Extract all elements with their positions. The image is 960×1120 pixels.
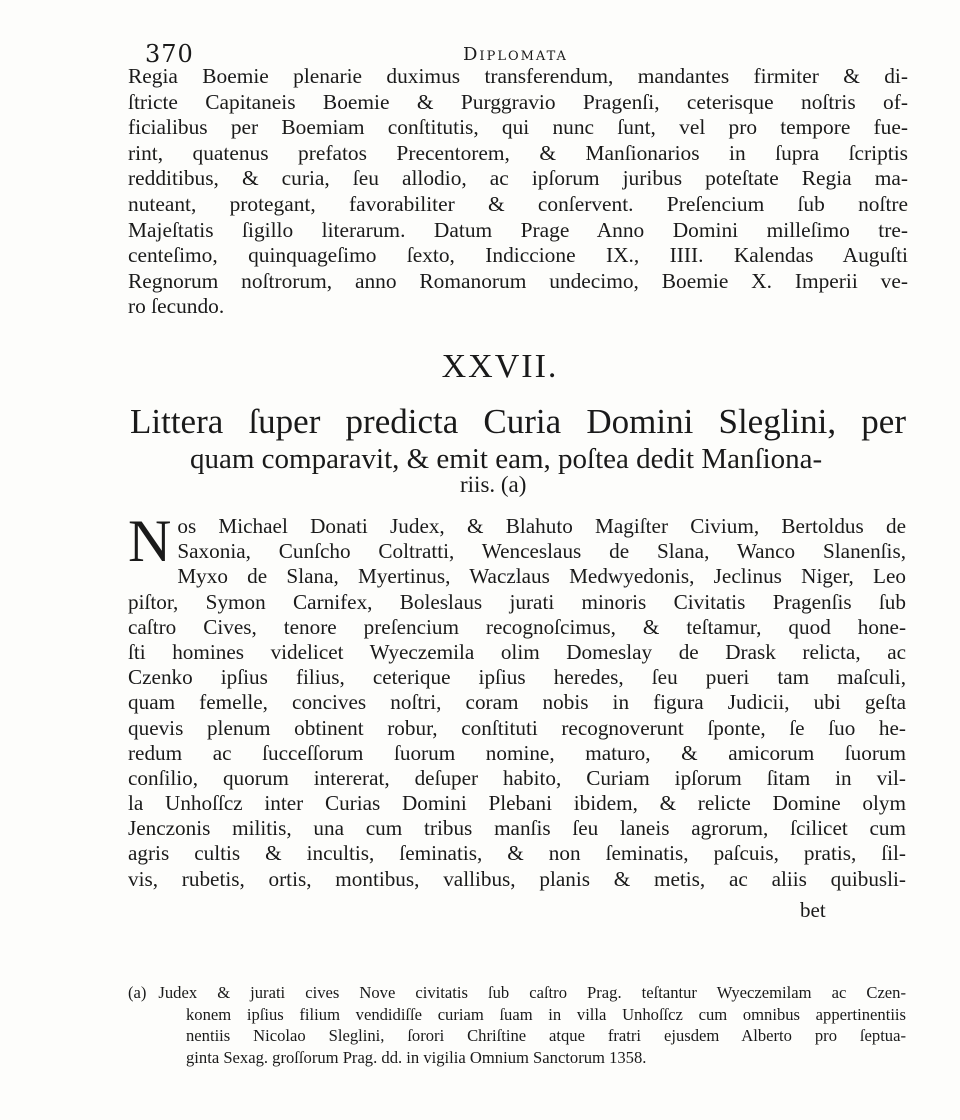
text-line: centeſimo, quinquageſimo ſexto, Indiccione IX., IIII. Kalendas Auguſti [128,243,908,268]
text-line: os Michael Donati Judex, & Blahuto Magiſter Civium, Bertoldus de [177,514,906,538]
text-line: ficialibus per Boemiam conſtitutis, qui nunc ſunt, vel pro tempore fue- [128,115,908,140]
footnote-mark: (a) [128,983,147,1002]
text-line: la Unhoſſcz inter Curias Domini Plebani ibidem, & relicte Domine olym [128,791,906,816]
page-number: 370 [145,40,194,68]
text-line: redum ac ſucceſſorum ſuorum nomine, maturo, & amicorum ſuorum [128,740,906,765]
footnote-line-text: Judex & jurati cives Nove civitatis ſub caſtro Prag. teſtantur Wyeczemilam ac Czen- [158,983,906,1002]
text-line: ro ſecundo. [128,294,225,319]
text-line: Myxo de Slana, Myertinus, Waczlaus Medwyedonis, Jeclinus Niger, Leo [177,564,906,589]
text-line: agris cultis & incultis, ſeminatis, & non ſeminatis, paſcuis, pratis, ſil- [128,841,906,866]
catchword: bet [800,898,826,922]
text-line: Czenko ipſius filius, ceterique ipſius heredes, ſeu pueri tam maſculi, [128,665,906,690]
preceding-document-text [128,64,908,320]
title-line: riis. (a) [460,472,527,497]
title-line: Littera ſuper predicta Curia Domini Sleglini, per [130,402,906,441]
footnote-line: konem ipſius filium vendidiſſe curiam ſuam in villa Unhoſſcz cum omnibus appertinentiis [186,1004,906,1024]
text-line: Jenczonis militis, una cum tribus manſis ſeu laneis agrorum, ſcilicet cum [128,816,906,841]
charter-text [128,508,906,892]
running-head: Diplomata [463,44,568,65]
text-line: quevis plenum obtinent robur, conſtituti recognoverunt ſponte, ſe ſuo he- [128,715,906,740]
text-line: ſtricte Capitaneis Boemie & Purggravio Pragenſi, ceterisque noſtris of- [128,89,908,114]
text-line: Majeſtatis ſigillo literarum. Datum Prage Anno Domini milleſimo tre- [128,217,908,242]
text-line: nuteant, protegant, favorabiliter & conſervent. Preſencium ſub noſtre [128,191,908,216]
footnote-line: ginta Sexag. groſſorum Prag. dd. in vigilia Omnium Sanctorum 1358. [186,1047,647,1067]
text-line: rint, quatenus prefatos Precentorem, & Manſionarios in ſupra ſcriptis [128,140,908,165]
text-line: Regia Boemie plenarie duximus transferendum, mandantes firmiter & di- [128,64,908,88]
text-line: vis, rubetis, ortis, montibus, vallibus, planis & metis, ac aliis quibusli- [128,866,906,891]
text-line: ſti homines videlicet Wyeczemila olim Domeslay de Drask relicta, ac [128,639,906,664]
footnote [128,982,906,1068]
text-line: quam femelle, concives noſtri, coram nobis in figura Judicii, ubi geſta [128,690,906,715]
title-line: quam comparavit, & emit eam, poſtea dedit Manſiona- [190,443,823,475]
text-line: conſilio, quorum intererat, deſuper habito, Curiam ipſorum ſitam in vil- [128,765,906,790]
text-line: Saxonia, Cunſcho Coltratti, Wenceslaus de Slana, Wanco Slanenſis, [177,539,906,564]
text-line: piſtor, Symon Carnifex, Boleslaus jurati minoris Civitatis Pragenſis ſub [128,589,906,614]
text-line: Regnorum noſtrorum, anno Romanorum undecimo, Boemie X. Imperii ve- [128,268,908,293]
text-line: caſtro Cives, tenore preſencium recognoſcimus, & teſtamur, quod hone- [128,614,906,639]
footnote-line: nentiis Nicolao Sleglini, ſorori Chriſtine atque fratri ejusdem Alberto pro ſeptua- [186,1026,906,1046]
text-line: redditibus, & curia, ſeu allodio, ac ipſorum juribus poteſtate Regia ma- [128,166,908,191]
document-title [130,400,906,496]
drop-cap: N [128,508,172,574]
section-number: XXVII. [441,348,559,385]
footnote-line [128,982,906,1004]
